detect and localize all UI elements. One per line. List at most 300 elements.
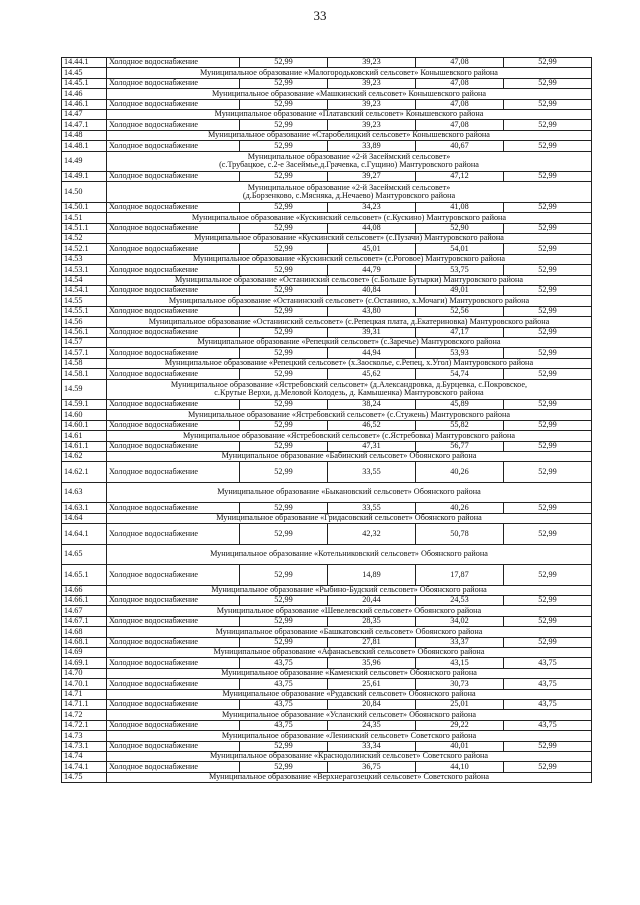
tariff-value-3: 40,26 (416, 462, 504, 483)
service-name: Холодное водоснабжение (107, 141, 240, 151)
table-row (62, 99, 592, 109)
tariff-value-3: 30,73 (416, 679, 504, 689)
table-row (62, 120, 592, 130)
table-row (62, 524, 592, 545)
tariff-value-2: 33,55 (328, 462, 416, 483)
tariff-value-4: 52,99 (504, 637, 592, 647)
municipality-row (62, 452, 592, 462)
tariff-value-2: 39,23 (328, 120, 416, 130)
table-row (62, 202, 592, 212)
municipality-name: Муниципальное образование «Платавский сельсовет» Конышевского района (107, 109, 592, 119)
municipality-name: Муниципальное образование «Останинский сельсовет» (с.Больше Бутырки) Мантуровского района (107, 275, 592, 285)
tariff-value-3: 52,90 (416, 223, 504, 233)
row-code: 14.60 (62, 410, 107, 420)
tariff-value-2: 39,23 (328, 78, 416, 88)
tariff-value-4: 52,99 (504, 596, 592, 606)
tariff-value-2: 44,94 (328, 348, 416, 358)
row-code: 14.75 (62, 772, 107, 782)
municipality-name-line-2: с.Крутые Верхи, д.Меловой Колодезь, д. Камышенка) Мантуровского района (214, 388, 484, 398)
row-code: 14.72 (62, 710, 107, 720)
row-code: 14.67.1 (62, 616, 107, 626)
table-row (62, 141, 592, 151)
tariff-value-3: 49,01 (416, 286, 504, 296)
tariff-value-4: 52,99 (504, 327, 592, 337)
municipality-name: Муниципальное образование «Шевелевский сельсовет» Обоянского района (107, 606, 592, 616)
municipality-name: Муниципальное образование «Репецкий сельсовет» (х.Заосколье, с.Репец, х.Угол) Мантуровского района (107, 358, 592, 368)
tariff-value-2: 46,52 (328, 420, 416, 430)
row-code: 14.45 (62, 68, 107, 78)
municipality-name: Муниципальное образование «Рудавский сельсовет» Обоянского района (107, 689, 592, 699)
row-code: 14.48.1 (62, 141, 107, 151)
tariff-value-2: 45,01 (328, 244, 416, 254)
tariff-value-3: 54,01 (416, 244, 504, 254)
row-code: 14.51.1 (62, 223, 107, 233)
row-code: 14.69 (62, 648, 107, 658)
row-code: 14.60.1 (62, 420, 107, 430)
row-code: 14.50.1 (62, 202, 107, 212)
service-name: Холодное водоснабжение (107, 223, 240, 233)
row-code: 14.45.1 (62, 78, 107, 88)
service-name: Холодное водоснабжение (107, 637, 240, 647)
service-name: Холодное водоснабжение (107, 565, 240, 586)
municipality-name: Муниципальное образование «Ястребовский сельсовет» (с.Ястребовка) Мантуровского района (107, 431, 592, 441)
tariff-value-4: 52,99 (504, 741, 592, 751)
row-code: 14.55 (62, 296, 107, 306)
tariff-value-4: 52,99 (504, 441, 592, 451)
municipality-row (62, 585, 592, 595)
tariff-value-1: 52,99 (240, 244, 328, 254)
row-code: 14.54.1 (62, 286, 107, 296)
tariff-value-4: 52,99 (504, 369, 592, 379)
municipality-row (62, 772, 592, 782)
tariff-value-4: 52,99 (504, 762, 592, 772)
row-code: 14.70 (62, 668, 107, 678)
tariff-value-1: 52,99 (240, 462, 328, 483)
tariff-value-4: 52,99 (504, 286, 592, 296)
row-code: 14.67 (62, 606, 107, 616)
municipality-name: Муниципальное образование «Останинский сельсовет» (с.Останино, х.Мочаги) Мантуровского района (107, 296, 592, 306)
tariff-value-4: 43,75 (504, 679, 592, 689)
municipality-name: Муниципальное образование «Каменский сельсовет» Обоянского района (107, 668, 592, 678)
municipality-name-line-2: (д.Борзенково, с.Мясняка, д.Нечаево) Мантуровского района (242, 191, 456, 201)
row-code: 14.50 (62, 182, 107, 203)
tariff-value-2: 28,35 (328, 616, 416, 626)
municipality-name: Муниципальное образование «Кускинский сельсовет» (с.Пузачи) Мантуровского района (107, 234, 592, 244)
municipality-row (62, 689, 592, 699)
tariff-value-4: 52,99 (504, 420, 592, 430)
municipality-row (62, 317, 592, 327)
tariff-value-3: 47,12 (416, 172, 504, 182)
service-name: Холодное водоснабжение (107, 286, 240, 296)
table-row (62, 616, 592, 626)
municipality-row (62, 109, 592, 119)
tariff-value-3: 55,82 (416, 420, 504, 430)
tariff-value-1: 52,99 (240, 99, 328, 109)
row-code: 14.73 (62, 731, 107, 741)
tariff-value-1: 52,99 (240, 327, 328, 337)
tariff-value-3: 47,17 (416, 327, 504, 337)
tariff-value-4: 43,75 (504, 720, 592, 730)
row-code: 14.49.1 (62, 172, 107, 182)
municipality-name-line-1: Муниципальное образование «2-й Засеймский сельсовет» (247, 151, 451, 161)
municipality-row (62, 254, 592, 264)
row-code: 14.53 (62, 254, 107, 264)
tariff-value-4: 52,99 (504, 265, 592, 275)
row-code: 14.63 (62, 482, 107, 503)
tariff-value-4: 52,99 (504, 306, 592, 316)
municipality-row (62, 337, 592, 347)
table-row (62, 699, 592, 709)
service-name: Холодное водоснабжение (107, 441, 240, 451)
tariff-value-3: 44,10 (416, 762, 504, 772)
tariff-value-1: 52,99 (240, 596, 328, 606)
row-code: 14.51 (62, 213, 107, 223)
table-row (62, 223, 592, 233)
table-row (62, 637, 592, 647)
tariff-value-2: 43,80 (328, 306, 416, 316)
tariff-value-2: 47,31 (328, 441, 416, 451)
tariff-value-2: 33,55 (328, 503, 416, 513)
tariff-value-1: 52,99 (240, 420, 328, 430)
row-code: 14.74 (62, 751, 107, 761)
municipality-name: Муниципальное образование «Кускинский сельсовет» (с.Роговое) Мантуровского района (107, 254, 592, 264)
service-name: Холодное водоснабжение (107, 741, 240, 751)
tariff-value-3: 50,78 (416, 524, 504, 545)
tariff-value-1: 52,99 (240, 58, 328, 68)
tariff-value-2: 33,89 (328, 141, 416, 151)
tariff-value-4: 43,75 (504, 658, 592, 668)
tariff-value-2: 44,79 (328, 265, 416, 275)
tariff-value-4: 52,99 (504, 565, 592, 586)
row-code: 14.55.1 (62, 306, 107, 316)
municipality-row (62, 668, 592, 678)
tariff-value-1: 52,99 (240, 400, 328, 410)
service-name: Холодное водоснабжение (107, 172, 240, 182)
tariff-value-3: 40,01 (416, 741, 504, 751)
tariff-value-3: 47,08 (416, 99, 504, 109)
tariff-value-1: 43,75 (240, 658, 328, 668)
tariff-value-3: 34,02 (416, 616, 504, 626)
tariff-value-1: 52,99 (240, 503, 328, 513)
tariff-value-3: 43,15 (416, 658, 504, 668)
municipality-name: Муниципальное образование «Ястребовский сельсовет» (с.Стужень) Мантуровского района (107, 410, 592, 420)
municipality-name: Муниципальное образование «Репецкий сельсовет» (с.Заречье) Мантуровского района (107, 337, 592, 347)
row-code: 14.64 (62, 513, 107, 523)
row-code: 14.58.1 (62, 369, 107, 379)
tariff-value-1: 52,99 (240, 565, 328, 586)
municipality-name: Муниципальное образование «Машкинский сельсовет» Конышевского района (107, 89, 592, 99)
tariff-value-1: 52,99 (240, 441, 328, 451)
row-code: 14.65 (62, 544, 107, 565)
tariff-value-4: 52,99 (504, 244, 592, 254)
tariff-value-3: 54,74 (416, 369, 504, 379)
municipality-name: Муниципальное образование «Ленинский сельсовет» Советского района (107, 731, 592, 741)
municipality-name: Муниципальное образование «Гридасовский сельсовет» Обоянского района (107, 513, 592, 523)
municipality-name: Муниципальное образование «Башкатовский сельсовет» Обоянского района (107, 627, 592, 637)
municipality-row (62, 213, 592, 223)
tariff-value-3: 24,53 (416, 596, 504, 606)
table-row (62, 565, 592, 586)
table-row (62, 244, 592, 254)
service-name: Холодное водоснабжение (107, 658, 240, 668)
municipality-name: Муниципальное образование «Афанасьевский сельсовет» Обоянского района (107, 648, 592, 658)
row-code: 14.62 (62, 452, 107, 462)
tariff-value-3: 53,93 (416, 348, 504, 358)
service-name: Холодное водоснабжение (107, 265, 240, 275)
service-name: Холодное водоснабжение (107, 596, 240, 606)
tariff-value-3: 47,08 (416, 120, 504, 130)
municipality-row (62, 731, 592, 741)
tariff-value-1: 43,75 (240, 679, 328, 689)
tariff-value-1: 52,99 (240, 172, 328, 182)
municipality-name: Муниципальное образование «Верхнерагозецкий сельсовет» Советского района (107, 772, 592, 782)
tariff-value-4: 52,99 (504, 524, 592, 545)
service-name: Холодное водоснабжение (107, 616, 240, 626)
row-code: 14.56.1 (62, 327, 107, 337)
municipality-row (62, 68, 592, 78)
municipality-row (62, 648, 592, 658)
tariff-value-4: 52,99 (504, 120, 592, 130)
row-code: 14.71 (62, 689, 107, 699)
service-name: Холодное водоснабжение (107, 99, 240, 109)
tariff-value-2: 40,84 (328, 286, 416, 296)
tariff-value-2: 39,31 (328, 327, 416, 337)
tariff-value-2: 36,75 (328, 762, 416, 772)
service-name: Холодное водоснабжение (107, 120, 240, 130)
municipality-name (107, 182, 592, 203)
tariff-value-3: 29,22 (416, 720, 504, 730)
tariff-value-1: 52,99 (240, 78, 328, 88)
tariff-value-4: 43,75 (504, 699, 592, 709)
municipality-row (62, 89, 592, 99)
row-code: 14.66.1 (62, 596, 107, 606)
row-code: 14.71.1 (62, 699, 107, 709)
municipality-row (62, 431, 592, 441)
tariff-value-4: 52,99 (504, 141, 592, 151)
municipality-row (62, 513, 592, 523)
row-code: 14.49 (62, 151, 107, 172)
row-code: 14.63.1 (62, 503, 107, 513)
tariff-value-3: 47,08 (416, 58, 504, 68)
tariff-value-3: 17,87 (416, 565, 504, 586)
row-code: 14.47 (62, 109, 107, 119)
municipality-row (62, 296, 592, 306)
tariff-value-1: 52,99 (240, 306, 328, 316)
row-code: 14.64.1 (62, 524, 107, 545)
tariff-value-3: 40,67 (416, 141, 504, 151)
table-row (62, 462, 592, 483)
table-row (62, 58, 592, 68)
tariff-value-2: 27,81 (328, 637, 416, 647)
service-name: Холодное водоснабжение (107, 369, 240, 379)
tariff-value-2: 38,24 (328, 400, 416, 410)
service-name: Холодное водоснабжение (107, 58, 240, 68)
tariff-value-2: 39,23 (328, 58, 416, 68)
tariff-value-2: 20,84 (328, 699, 416, 709)
row-code: 14.48 (62, 130, 107, 140)
service-name: Холодное водоснабжение (107, 699, 240, 709)
row-code: 14.52 (62, 234, 107, 244)
row-code: 14.54 (62, 275, 107, 285)
tariff-value-1: 52,99 (240, 202, 328, 212)
tariff-value-1: 43,75 (240, 699, 328, 709)
row-code: 14.47.1 (62, 120, 107, 130)
table-row (62, 348, 592, 358)
tariff-value-2: 42,32 (328, 524, 416, 545)
tariff-value-1: 43,75 (240, 720, 328, 730)
service-name: Холодное водоснабжение (107, 503, 240, 513)
municipality-name: Муниципальное образование «Котельниковский сельсовет» Обоянского района (107, 544, 592, 565)
municipality-row (62, 234, 592, 244)
tariff-value-3: 45,89 (416, 400, 504, 410)
municipality-row (62, 606, 592, 616)
row-code: 14.57.1 (62, 348, 107, 358)
tariff-value-1: 52,99 (240, 223, 328, 233)
service-name: Холодное водоснабжение (107, 306, 240, 316)
row-code: 14.73.1 (62, 741, 107, 751)
row-code: 14.68.1 (62, 637, 107, 647)
tariff-value-1: 52,99 (240, 286, 328, 296)
row-code: 14.44.1 (62, 58, 107, 68)
row-code: 14.65.1 (62, 565, 107, 586)
tariff-value-1: 52,99 (240, 616, 328, 626)
service-name: Холодное водоснабжение (107, 720, 240, 730)
table-row (62, 286, 592, 296)
municipality-row (62, 751, 592, 761)
tariff-value-3: 40,26 (416, 503, 504, 513)
table-row (62, 78, 592, 88)
tariff-value-2: 44,08 (328, 223, 416, 233)
municipality-row (62, 275, 592, 285)
tariff-value-1: 52,99 (240, 762, 328, 772)
tariff-value-3: 41,08 (416, 202, 504, 212)
tariff-value-3: 52,56 (416, 306, 504, 316)
service-name: Холодное водоснабжение (107, 78, 240, 88)
municipality-row (62, 482, 592, 503)
municipality-name (107, 151, 592, 172)
municipality-name: Муниципальное образование «Старобелицкий сельсовет» Конышевского района (107, 130, 592, 140)
row-code: 14.59 (62, 379, 107, 400)
page-number: 33 (313, 8, 327, 23)
tariff-value-1: 52,99 (240, 348, 328, 358)
row-code: 14.62.1 (62, 462, 107, 483)
tariff-table-body (62, 58, 592, 783)
tariff-value-2: 14,89 (328, 565, 416, 586)
table-row (62, 679, 592, 689)
tariff-value-3: 33,37 (416, 637, 504, 647)
service-name: Холодное водоснабжение (107, 679, 240, 689)
tariff-value-1: 52,99 (240, 141, 328, 151)
row-code: 14.59.1 (62, 400, 107, 410)
row-code: 14.69.1 (62, 658, 107, 668)
row-code: 14.52.1 (62, 244, 107, 254)
municipality-row (62, 410, 592, 420)
service-name: Холодное водоснабжение (107, 400, 240, 410)
tariff-value-2: 20,44 (328, 596, 416, 606)
tariff-value-3: 56,77 (416, 441, 504, 451)
tariff-value-4: 52,99 (504, 223, 592, 233)
municipality-name: Муниципальное образование «Усланский сельсовет» Обоянского района (107, 710, 592, 720)
tariff-value-4: 52,99 (504, 78, 592, 88)
row-code: 14.57 (62, 337, 107, 347)
tariff-value-2: 34,23 (328, 202, 416, 212)
municipality-row (62, 627, 592, 637)
tariff-value-1: 52,99 (240, 265, 328, 275)
tariff-value-4: 52,99 (504, 503, 592, 513)
municipality-row (62, 544, 592, 565)
table-row (62, 400, 592, 410)
tariff-value-2: 24,35 (328, 720, 416, 730)
table-row (62, 420, 592, 430)
tariff-value-1: 52,99 (240, 120, 328, 130)
tariff-value-4: 52,99 (504, 172, 592, 182)
table-row (62, 741, 592, 751)
row-code: 14.56 (62, 317, 107, 327)
service-name: Холодное водоснабжение (107, 244, 240, 254)
row-code: 14.61 (62, 431, 107, 441)
tariff-value-4: 52,99 (504, 202, 592, 212)
municipality-name-line-1: Муниципальное образование «Ястребовский сельсовет» (д.Александровка, д.Бурцевка, с.Покровское, (170, 379, 528, 389)
service-name: Холодное водоснабжение (107, 202, 240, 212)
tariff-value-1: 52,99 (240, 369, 328, 379)
tariff-table (61, 57, 592, 783)
municipality-row (62, 130, 592, 140)
table-row (62, 762, 592, 772)
municipality-row (62, 379, 592, 400)
tariff-value-2: 45,62 (328, 369, 416, 379)
row-code: 14.61.1 (62, 441, 107, 451)
municipality-name: Муниципальное образование «Малогородьковский сельсовет» Конышевского района (107, 68, 592, 78)
table-row (62, 265, 592, 275)
municipality-name: Муниципальное образование «Рыбино-Будский сельсовет» Обоянского района (107, 585, 592, 595)
row-code: 14.46 (62, 89, 107, 99)
row-code: 14.72.1 (62, 720, 107, 730)
tariff-value-2: 35,96 (328, 658, 416, 668)
municipality-name-line-2: (с.Трубацкое, с.2-е Засеймье,д.Грачевка, с.Гущино) Мантуровского района (219, 160, 479, 170)
tariff-value-1: 52,99 (240, 741, 328, 751)
service-name: Холодное водоснабжение (107, 762, 240, 772)
tariff-value-2: 25,61 (328, 679, 416, 689)
table-row (62, 306, 592, 316)
tariff-value-1: 52,99 (240, 524, 328, 545)
row-code: 14.74.1 (62, 762, 107, 772)
row-code: 14.58 (62, 358, 107, 368)
table-row (62, 327, 592, 337)
tariff-value-3: 53,75 (416, 265, 504, 275)
tariff-value-4: 52,99 (504, 99, 592, 109)
tariff-value-2: 39,23 (328, 99, 416, 109)
row-code: 14.66 (62, 585, 107, 595)
tariff-value-2: 39,27 (328, 172, 416, 182)
tariff-value-3: 47,08 (416, 78, 504, 88)
service-name: Холодное водоснабжение (107, 462, 240, 483)
service-name: Холодное водоснабжение (107, 420, 240, 430)
row-code: 14.53.1 (62, 265, 107, 275)
municipality-name: Муниципальное образование «Быкановский сельсовет» Обоянского района (107, 482, 592, 503)
table-row (62, 503, 592, 513)
municipality-row (62, 182, 592, 203)
service-name: Холодное водоснабжение (107, 348, 240, 358)
table-row (62, 369, 592, 379)
municipality-row (62, 710, 592, 720)
tariff-value-4: 52,99 (504, 400, 592, 410)
municipality-name: Муниципальное образование «Кускинский сельсовет» (с.Кускино) Мантуровского района (107, 213, 592, 223)
municipality-row (62, 151, 592, 172)
tariff-value-4: 52,99 (504, 462, 592, 483)
municipality-name (107, 379, 592, 400)
municipality-name: Муниципальное образование «Краснодолинский сельсовет» Советского района (107, 751, 592, 761)
tariff-value-4: 52,99 (504, 348, 592, 358)
